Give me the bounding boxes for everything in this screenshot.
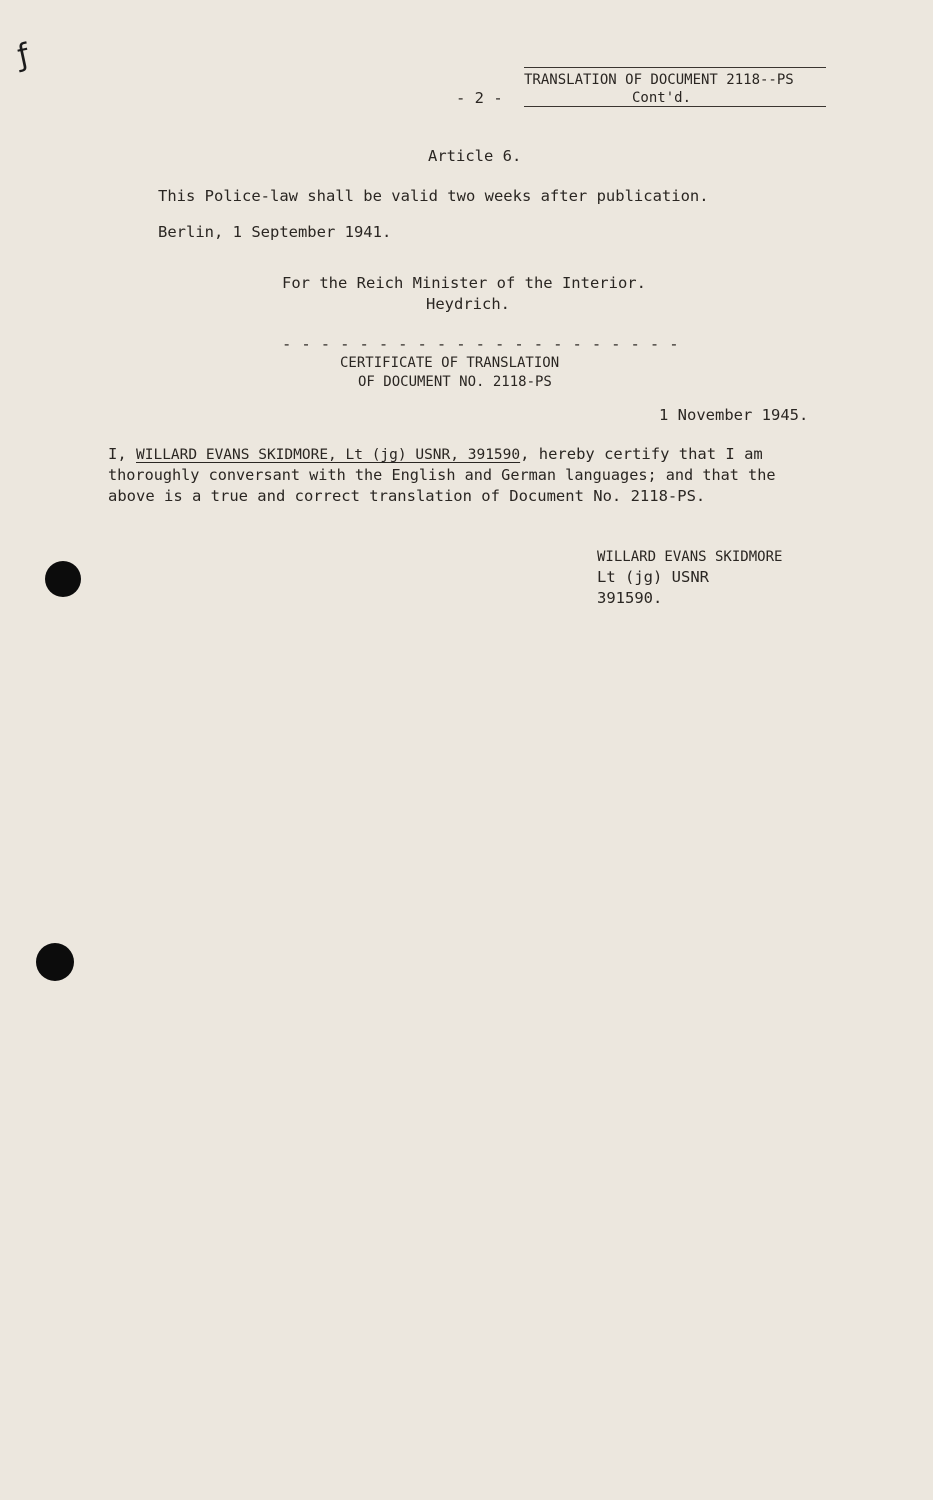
header-title: TRANSLATION OF DOCUMENT 2118--PS: [524, 72, 794, 88]
signature-name: WILLARD EVANS SKIDMORE: [597, 549, 783, 565]
certificate-body-suffix: , hereby certify that I am: [520, 445, 763, 463]
certificate-body-line2: thoroughly conversant with the English and German languages; and that the: [108, 466, 776, 484]
signature-number: 391590.: [597, 589, 663, 607]
header-top-rule: [524, 67, 826, 68]
place-date: Berlin, 1 September 1941.: [158, 223, 392, 241]
certificate-body-line3: above is a true and correct translation of Document No. 2118-PS.: [108, 487, 706, 505]
certificate-body-prefix: I,: [108, 445, 136, 463]
page-number: - 2 -: [456, 89, 503, 107]
punch-hole-top: [45, 561, 81, 597]
signature-rank: Lt (jg) USNR: [597, 568, 709, 586]
translator-name-underlined: WILLARD EVANS SKIDMORE, Lt (jg) USNR, 391590: [136, 447, 521, 463]
punch-hole-bottom: [36, 943, 74, 981]
certificate-title-line1: CERTIFICATE OF TRANSLATION: [340, 355, 560, 371]
certificate-date: 1 November 1945.: [659, 406, 809, 424]
signatory-line2: Heydrich.: [426, 295, 510, 313]
article-text: This Police-law shall be valid two weeks after publication.: [158, 187, 709, 205]
article-heading: Article 6.: [428, 147, 522, 165]
certificate-body-line1: [108, 444, 763, 465]
certificate-title-line2: OF DOCUMENT NO. 2118-PS: [358, 374, 552, 390]
certificate-separator: - - - - - - - - - - - - - - - - - - - - -: [282, 335, 679, 353]
header-bottom-rule: [524, 106, 826, 107]
pen-mark: ƒ: [14, 37, 33, 74]
header-continuation: Cont'd.: [632, 90, 692, 106]
signatory-line1: For the Reich Minister of the Interior.: [282, 274, 646, 292]
